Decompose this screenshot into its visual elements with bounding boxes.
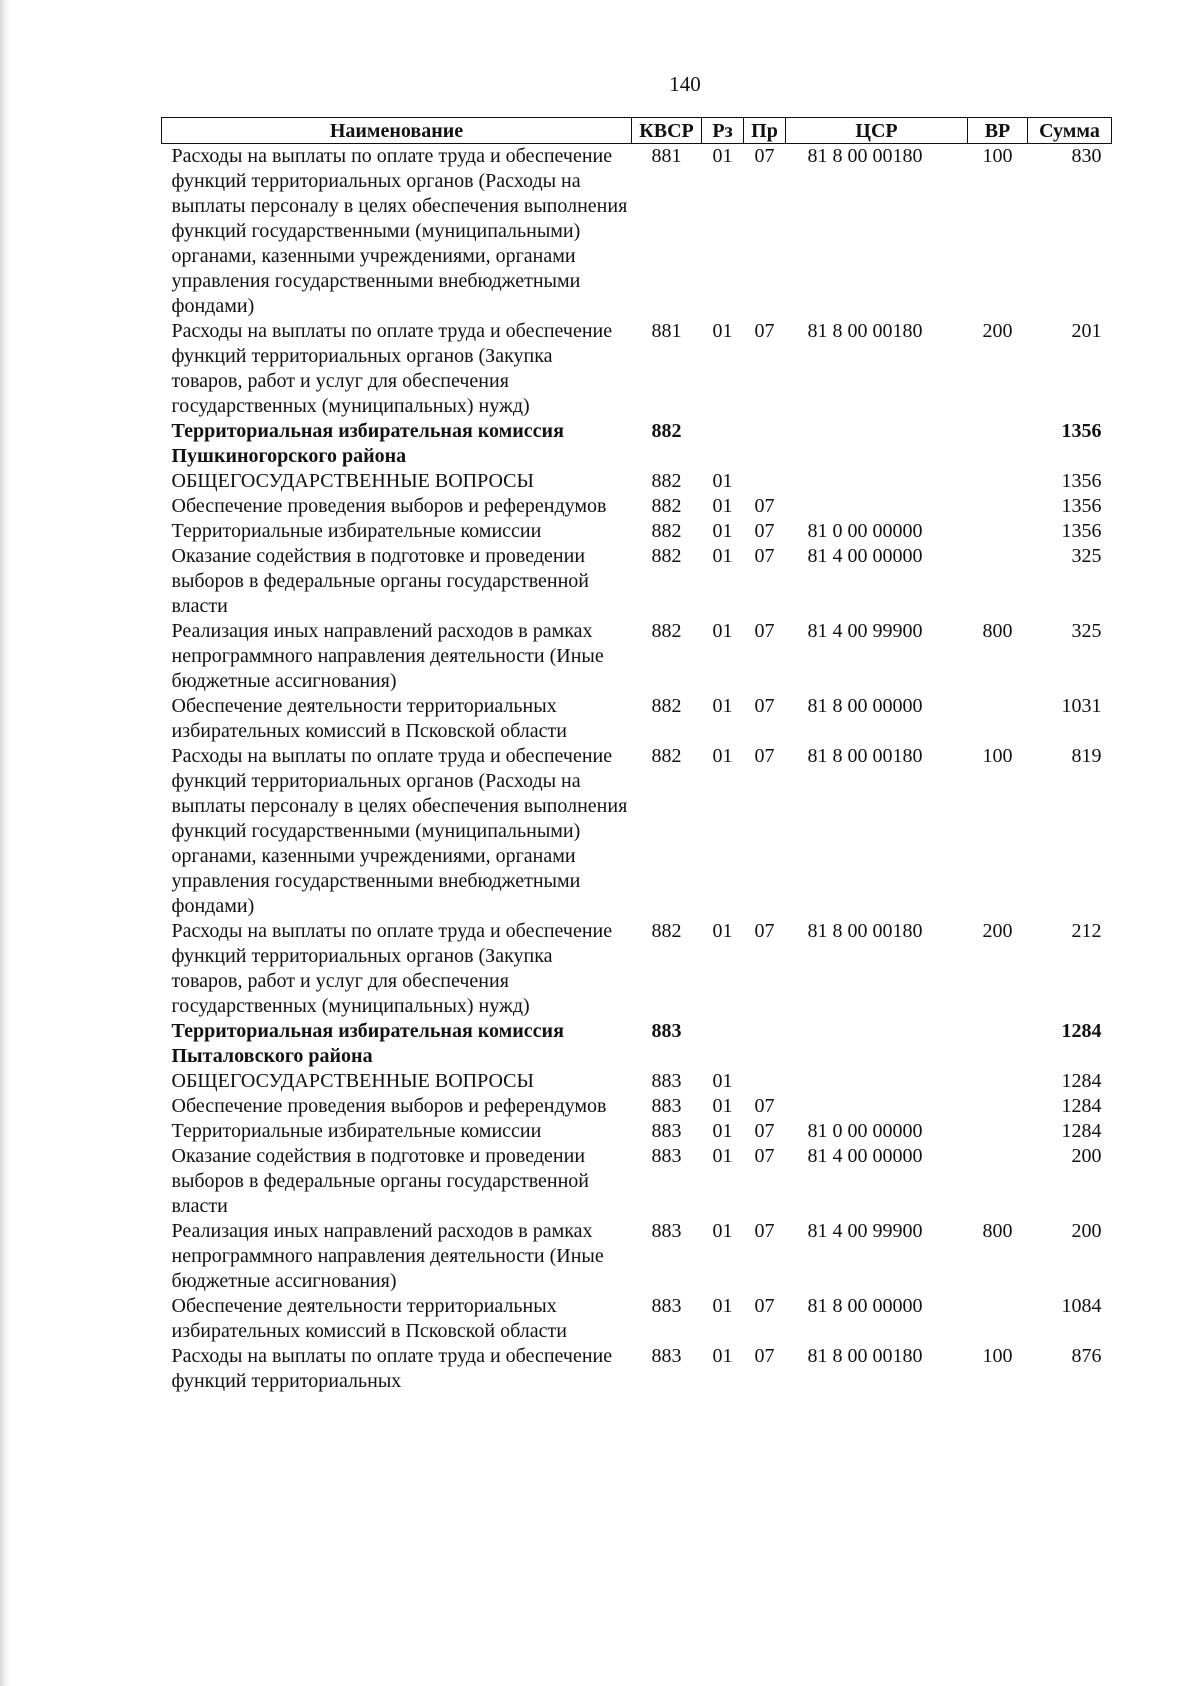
cell-kvsr: 882 [651,745,682,767]
cell-rz: 01 [712,145,733,167]
cell-sum: 201 [1071,320,1102,342]
cell-sum: 212 [1071,920,1102,942]
cell-name: Территориальные избирательные комиссии [171,1120,542,1142]
cell-vr: 100 [982,745,1013,767]
table-row [162,619,1112,694]
cell-name: ОБЩЕГОСУДАРСТВЕННЫЕ ВОПРОСЫ [171,470,534,492]
cell-rz: 01 [712,495,733,517]
table-row [162,1219,1112,1294]
table-row [162,1019,1112,1069]
table-row [162,1069,1112,1094]
cell-pr: 07 [754,495,775,517]
cell-csr: 81 0 00 00000 [807,1120,923,1142]
cell-csr: 81 0 00 00000 [807,520,923,542]
cell-sum: 1356 [1061,520,1102,542]
budget-table [161,117,1112,1394]
cell-rz: 01 [712,520,733,542]
cell-name: Обеспечение деятельности территориальных избирательных комиссий в Псковской области [171,1295,567,1342]
cell-rz: 01 [712,1120,733,1142]
cell-vr [968,1144,1028,1219]
cell-pr: 07 [754,545,775,567]
cell-vr [968,419,1028,469]
cell-csr [786,469,968,494]
cell-pr: 07 [754,1120,775,1142]
cell-kvsr: 883 [651,1070,682,1092]
cell-sum: 200 [1071,1220,1102,1242]
cell-rz [702,419,744,469]
cell-kvsr: 883 [651,1145,682,1167]
cell-rz: 01 [712,1070,733,1092]
cell-pr [744,1069,786,1094]
cell-name: Оказание содействия в подготовке и проведении выборов в федеральные органы государственной власти [171,1145,589,1217]
cell-csr [786,494,968,519]
cell-name: Территориальная избирательная комиссия Пыталовского района [171,1020,564,1067]
cell-rz: 01 [712,1220,733,1242]
cell-pr: 07 [754,1145,775,1167]
cell-vr: 200 [982,320,1013,342]
cell-vr: 100 [982,1345,1013,1367]
cell-name: Оказание содействия в подготовке и проведении выборов в федеральные органы государственной власти [171,545,589,617]
cell-sum: 819 [1071,745,1102,767]
cell-sum: 1284 [1061,1095,1102,1117]
cell-pr: 07 [754,695,775,717]
cell-kvsr: 883 [651,1220,682,1242]
cell-name: Территориальные избирательные комиссии [171,520,542,542]
cell-pr: 07 [754,320,775,342]
header-name: Наименование [162,118,632,144]
cell-rz: 01 [712,920,733,942]
cell-pr: 07 [754,1295,775,1317]
header-rz: Рз [702,118,744,144]
table-row [162,694,1112,744]
cell-sum: 1284 [1061,1120,1102,1142]
cell-name: Расходы на выплаты по оплате труда и обеспечение функций территориальных органов (Расходы на выплаты персоналу в целях обеспечения выполнения функций государственными (муниципальными) органами, казенными учреждениями, органами управления государственными внебюджетными фондами) [171,745,628,917]
cell-name: Реализация иных направлений расходов в рамках непрограммного направления деятельности (Иные бюджетные ассигнования) [171,1220,604,1292]
cell-sum: 1284 [1061,1020,1102,1042]
cell-kvsr: 882 [651,920,682,942]
cell-rz: 01 [712,1095,733,1117]
cell-kvsr: 882 [651,695,682,717]
cell-vr: 200 [982,920,1013,942]
cell-vr [968,694,1028,744]
cell-rz: 01 [712,1145,733,1167]
cell-pr: 07 [754,1220,775,1242]
cell-csr [786,1069,968,1094]
cell-kvsr: 883 [651,1120,682,1142]
cell-pr: 07 [754,745,775,767]
cell-vr: 800 [982,620,1013,642]
table-row [162,1119,1112,1144]
cell-rz [702,1019,744,1069]
cell-kvsr: 881 [651,145,682,167]
cell-kvsr: 883 [651,1295,682,1317]
cell-pr: 07 [754,1345,775,1367]
cell-kvsr: 882 [651,620,682,642]
table-row [162,519,1112,544]
cell-vr: 100 [982,145,1013,167]
cell-rz: 01 [712,1295,733,1317]
cell-rz: 01 [712,620,733,642]
table-row [162,1344,1112,1394]
table-row [162,544,1112,619]
table-body [162,144,1112,1395]
cell-pr [744,419,786,469]
cell-sum: 1084 [1061,1295,1102,1317]
cell-kvsr: 883 [651,1020,682,1042]
cell-csr: 81 8 00 00000 [807,1295,923,1317]
cell-csr: 81 4 00 99900 [807,620,923,642]
cell-name: Расходы на выплаты по оплате труда и обеспечение функций территориальных органов (Закупка товаров, работ и услуг для обеспечения государственных (муниципальных) нужд) [171,320,613,417]
cell-pr [744,469,786,494]
table-row [162,469,1112,494]
cell-kvsr: 882 [651,420,682,442]
cell-pr: 07 [754,920,775,942]
cell-csr: 81 4 00 99900 [807,1220,923,1242]
header-sum: Сумма [1028,118,1112,144]
cell-csr: 81 8 00 00180 [807,320,923,342]
table-row [162,419,1112,469]
cell-kvsr: 882 [651,545,682,567]
cell-pr: 07 [754,620,775,642]
cell-pr: 07 [754,520,775,542]
cell-rz: 01 [712,320,733,342]
cell-name: Реализация иных направлений расходов в рамках непрограммного направления деятельности (Иные бюджетные ассигнования) [171,620,604,692]
cell-rz: 01 [712,745,733,767]
cell-sum: 325 [1071,620,1102,642]
cell-kvsr: 881 [651,320,682,342]
cell-pr: 07 [754,145,775,167]
cell-name: Территориальная избирательная комиссия Пушкиногорского района [171,420,564,467]
cell-sum: 1356 [1061,420,1102,442]
cell-vr [968,544,1028,619]
cell-vr [968,1094,1028,1119]
cell-vr [968,1119,1028,1144]
cell-kvsr: 882 [651,470,682,492]
cell-csr: 81 8 00 00180 [807,145,923,167]
cell-vr: 800 [982,1220,1013,1242]
cell-sum: 1284 [1061,1070,1102,1092]
table-row [162,919,1112,1019]
cell-kvsr: 882 [651,520,682,542]
cell-sum: 1356 [1061,495,1102,517]
cell-sum: 830 [1071,145,1102,167]
cell-name: Обеспечение деятельности территориальных избирательных комиссий в Псковской области [171,695,567,742]
table-row [162,1294,1112,1344]
cell-name: Расходы на выплаты по оплате труда и обеспечение функций территориальных органов (Закупка товаров, работ и услуг для обеспечения государственных (муниципальных) нужд) [171,920,613,1017]
cell-rz: 01 [712,470,733,492]
table-row [162,319,1112,419]
cell-kvsr: 883 [651,1095,682,1117]
cell-name: Обеспечение проведения выборов и референдумов [171,1095,607,1117]
cell-csr: 81 8 00 00180 [807,745,923,767]
cell-csr [786,419,968,469]
table-row [162,744,1112,919]
cell-kvsr: 883 [651,1345,682,1367]
cell-csr [786,1019,968,1069]
cell-vr [968,1294,1028,1344]
cell-name: Обеспечение проведения выборов и референдумов [171,495,607,517]
cell-csr [786,1094,968,1119]
header-vr: ВР [968,118,1028,144]
cell-pr: 07 [754,1095,775,1117]
cell-csr: 81 8 00 00180 [807,1345,923,1367]
cell-rz: 01 [712,545,733,567]
page-number: 140 [669,72,701,96]
table-row [162,1094,1112,1119]
cell-rz: 01 [712,695,733,717]
cell-vr [968,494,1028,519]
cell-sum: 1356 [1061,470,1102,492]
cell-kvsr: 882 [651,495,682,517]
header-pr: Пр [744,118,786,144]
cell-vr [968,1069,1028,1094]
cell-name: ОБЩЕГОСУДАРСТВЕННЫЕ ВОПРОСЫ [171,1070,534,1092]
cell-sum: 876 [1071,1345,1102,1367]
scan-edge [0,0,10,1686]
header-kvsr: КВСР [632,118,702,144]
cell-csr: 81 8 00 00000 [807,695,923,717]
header-csr: ЦСР [786,118,968,144]
cell-sum: 1031 [1061,695,1102,717]
cell-pr [744,1019,786,1069]
cell-vr [968,1019,1028,1069]
cell-name: Расходы на выплаты по оплате труда и обеспечение функций территориальных органов (Расходы на выплаты персоналу в целях обеспечения выполнения функций государственными (муниципальными) органами, казенными учреждениями, органами управления государственными внебюджетными фондами) [171,145,628,317]
cell-name: Расходы на выплаты по оплате труда и обеспечение функций территориальных [171,1345,613,1392]
cell-csr: 81 4 00 00000 [807,545,923,567]
cell-csr: 81 8 00 00180 [807,920,923,942]
table-row [162,1144,1112,1219]
table-header-row [162,118,1112,144]
cell-sum: 200 [1071,1145,1102,1167]
cell-sum: 325 [1071,545,1102,567]
table-row [162,494,1112,519]
cell-vr [968,469,1028,494]
table-row [162,144,1112,320]
cell-csr: 81 4 00 00000 [807,1145,923,1167]
cell-vr [968,519,1028,544]
cell-rz: 01 [712,1345,733,1367]
